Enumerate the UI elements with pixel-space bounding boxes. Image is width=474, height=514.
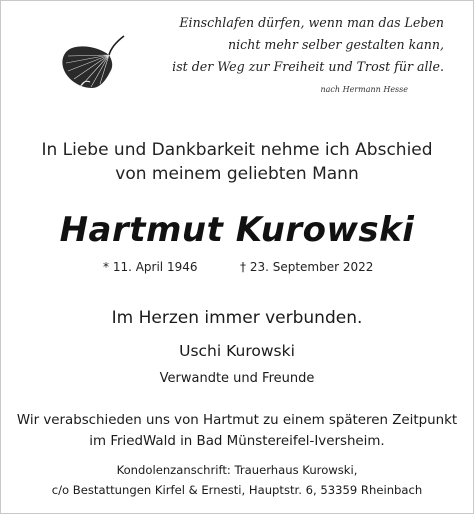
intro-line: von meinem geliebten Mann [115,164,359,184]
death-date: † 23. September 2022 [240,260,374,274]
poem-line: nicht mehr selber gestalten kann, [228,37,444,52]
intro-text [0,138,474,186]
birth-date: * 11. April 1946 [103,260,198,274]
deceased-name: Hartmut Kurowski [59,210,415,250]
ginkgo-leaf-icon [54,30,144,94]
signer-name: Uschi Kurowski [179,342,295,360]
poem-line: ist der Weg zur Freiheit und Trost für alle. [172,59,444,74]
farewell-text [0,410,474,452]
poem-quote [154,12,444,97]
closing-phrase: Im Herzen immer verbunden. [111,308,363,328]
farewell-line: Wir verabschieden uns von Hartmut zu einem späteren Zeitpunkt [16,413,458,428]
condolence-address [0,460,474,500]
address-line: c/o Bestattungen Kirfel & Ernesti, Hauptstr. 6, 53359 Rheinbach [51,483,423,497]
poem-line: Einschlafen dürfen, wenn man das Leben [179,15,444,30]
poem-credit: nach Hermann Hesse [320,85,408,94]
address-line: Kondolenzanschrift: Trauerhaus Kurowski, [116,463,358,477]
relatives-line: Verwandte und Freunde [159,371,315,386]
intro-line: In Liebe und Dankbarkeit nehme ich Abschied [41,140,433,160]
farewell-line: im FriedWald in Bad Münstereifel-Iversheim. [89,434,385,449]
